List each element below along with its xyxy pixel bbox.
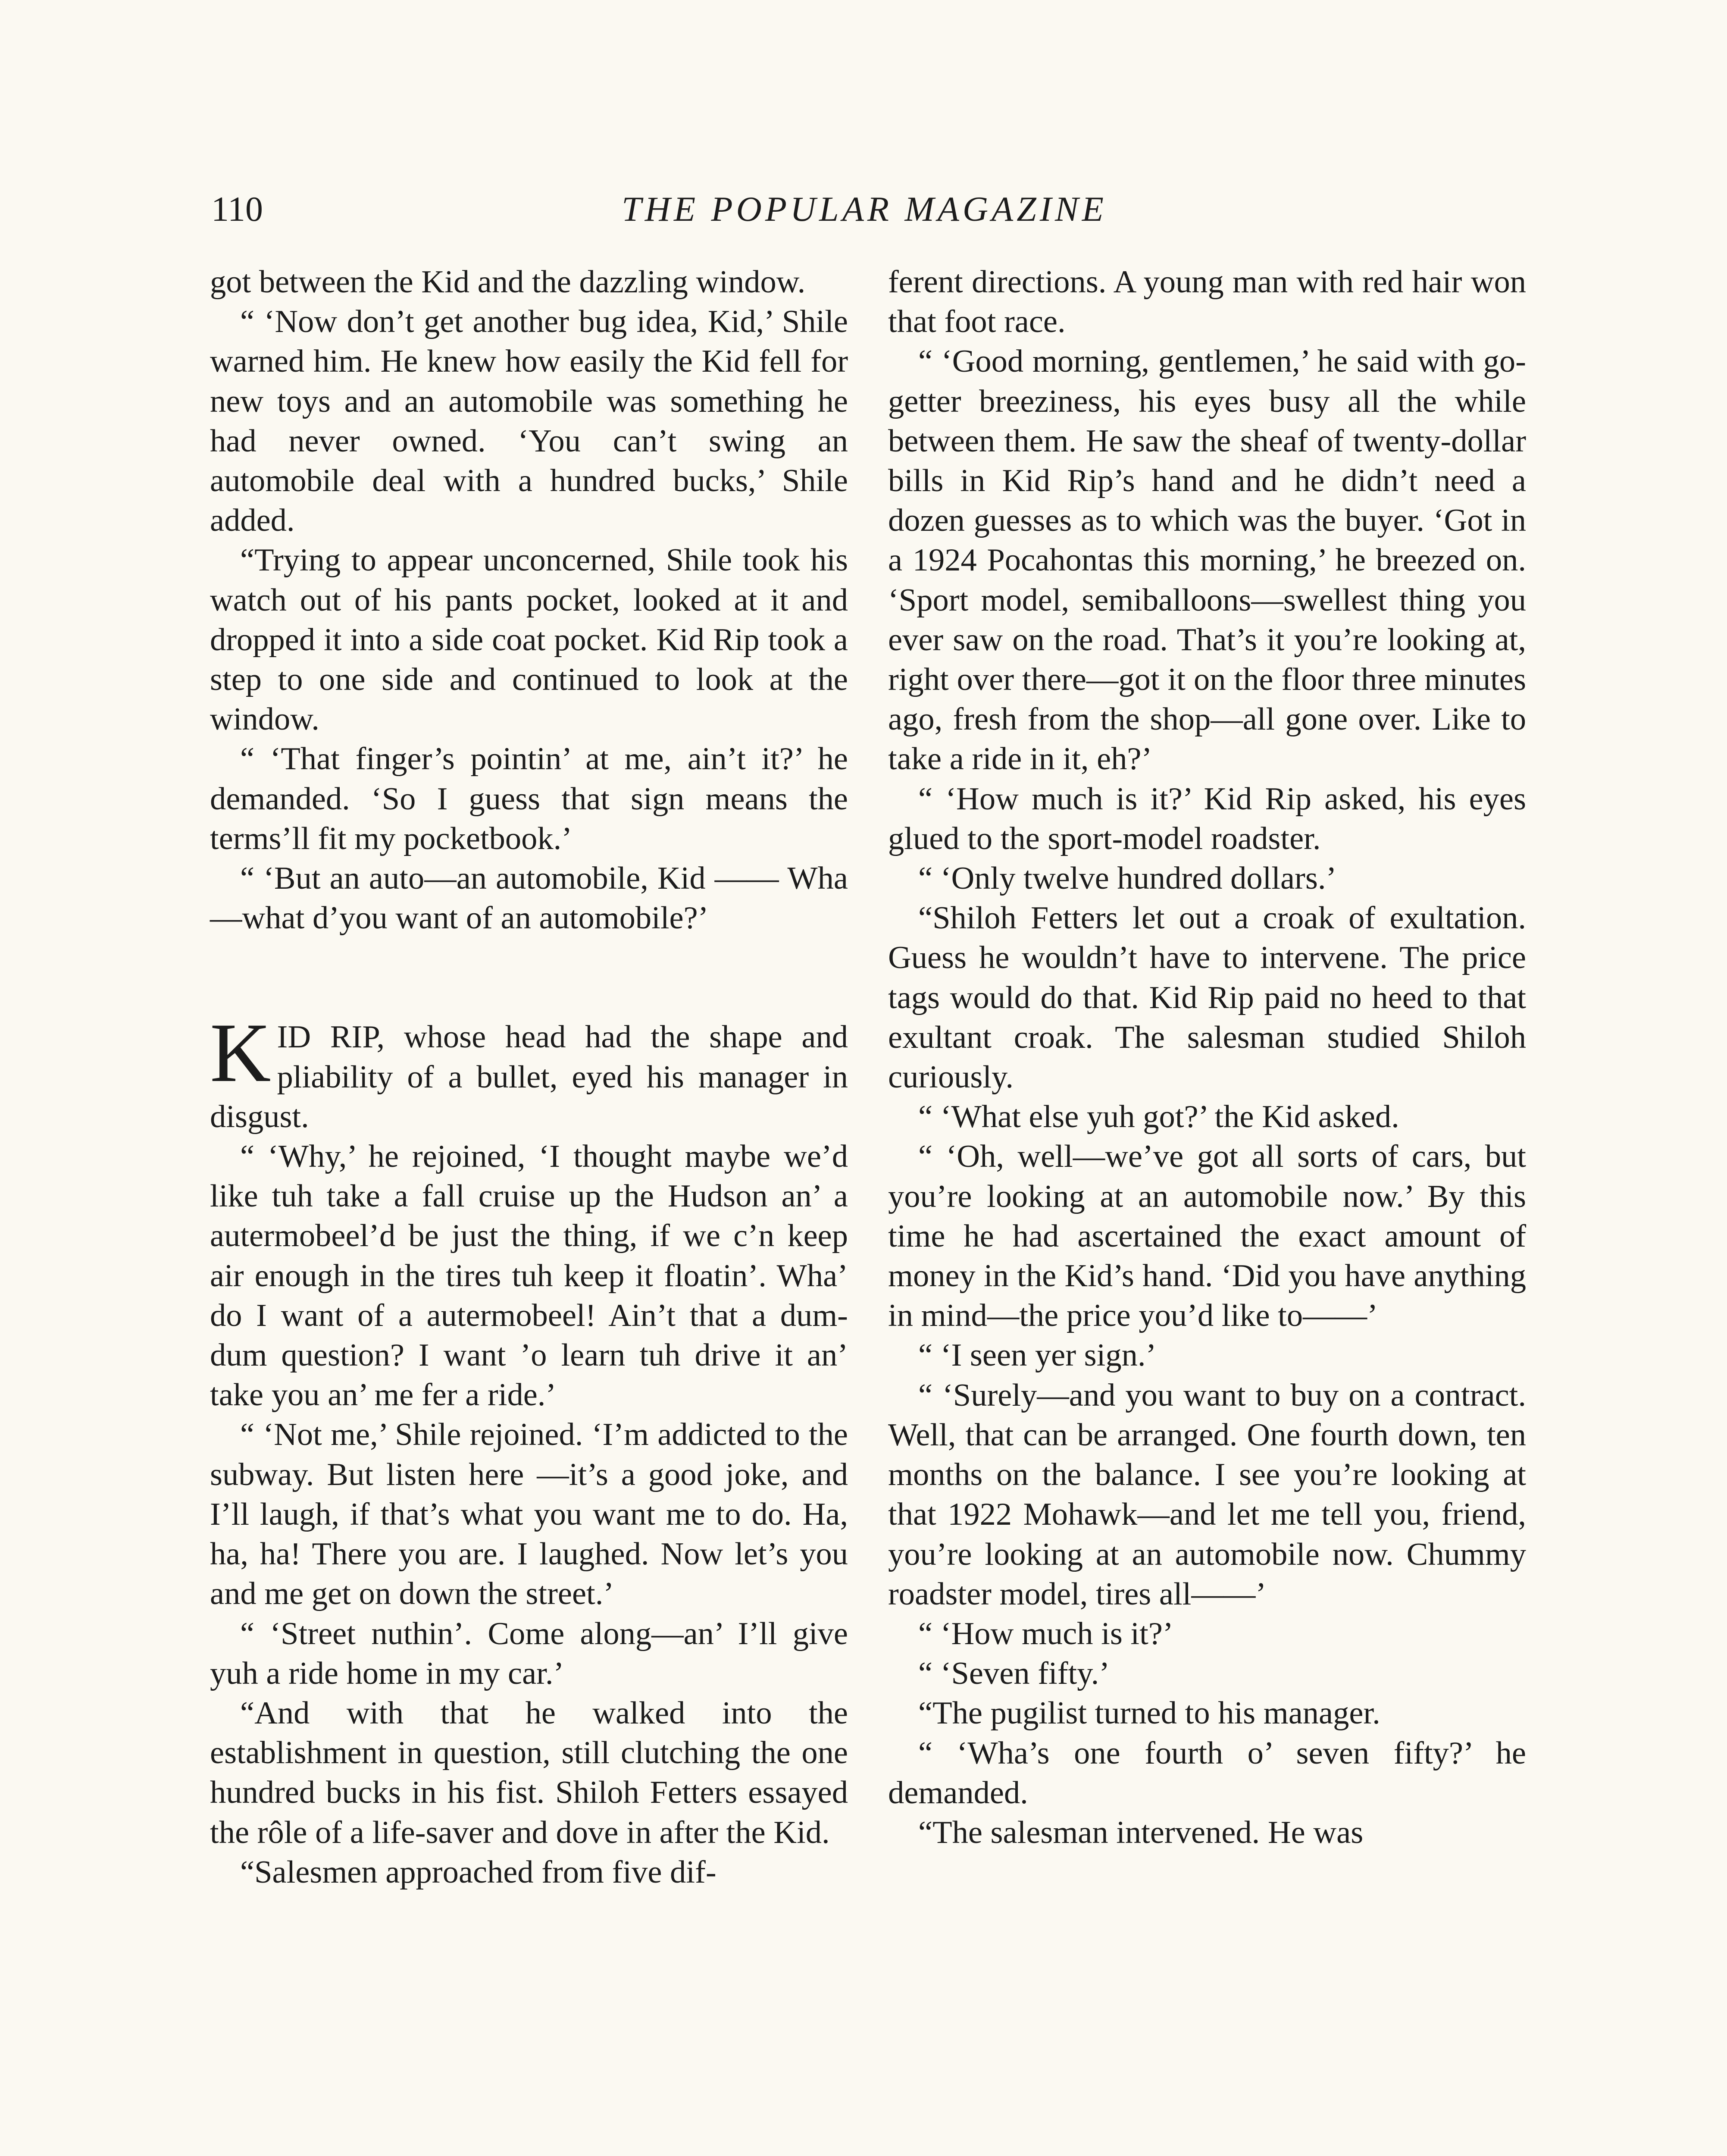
paragraph: “ ‘How much is it?’ — [918, 1616, 1173, 1651]
paragraph: “And with that he walked into the establishment in question, still clutching the one hundred bucks in his fist. Shiloh Fetters essayed the rôle of a life-saver and dove in after the Kid. — [210, 1695, 848, 1850]
paragraph: “The pugilist turned to his manager. — [918, 1695, 1380, 1731]
section-opening-paragraph — [210, 1006, 848, 1137]
right-column — [888, 262, 1526, 1852]
paragraph: “ ‘Oh, well—we’ve got all sorts of cars, but you’re looking at an automobile now.’ By this time he had ascertained the exact amount of money in the Kid’s hand. ‘Did you have anything in mind—the price you’d like to——’ — [888, 1139, 1526, 1334]
paragraph: “Salesmen approached from five dif- — [240, 1854, 716, 1890]
paragraph: “ ‘Not me,’ Shile rejoined. ‘I’m addicted to the subway. But listen here —it’s a good joke, and I’ll laugh, if that’s what you want me to do. Ha, ha, ha! There you are. I laughed. Now let’s you and me get on down the street.’ — [210, 1417, 848, 1612]
paragraph: “ ‘Only twelve hundred dollars.’ — [918, 861, 1337, 896]
paragraph-text: ID RIP, whose head had the shape and pliability of a bullet, eyed his manager in disgust. — [210, 1019, 848, 1134]
paragraph: “ ‘Wha’s one fourth o’ seven fifty?’ he demanded. — [888, 1735, 1526, 1811]
paragraph: “ ‘Seven fifty.’ — [918, 1656, 1110, 1692]
paragraph: “Trying to appear unconcerned, Shile took his watch out of his pants pocket, looked at it and dropped it into a side coat pocket. Kid Rip took a step to one side and continued to look at the window. — [210, 542, 848, 737]
paragraph: “ ‘That finger’s pointin’ at me, ain’t it?’ he demanded. ‘So I guess that sign means the terms’ll fit my pocketbook.’ — [210, 741, 848, 856]
drop-cap: K — [210, 1006, 271, 1100]
paragraph: “Shiloh Fetters let out a croak of exultation. Guess he wouldn’t have to intervene. The price tags would do that. Kid Rip paid no heed to that exultant croak. The salesman studied Shiloh curiously. — [888, 900, 1526, 1095]
paragraph: ferent directions. A young man with red hair won that foot race. — [888, 264, 1526, 340]
paragraph: “ ‘What else yuh got?’ the Kid asked. — [918, 1099, 1399, 1135]
page-number: 110 — [211, 189, 263, 229]
paragraph: “ ‘How much is it?’ Kid Rip asked, his eyes glued to the sport-model roadster. — [888, 781, 1526, 856]
paragraph: got between the Kid and the dazzling window. — [210, 264, 806, 300]
page-header — [211, 185, 1517, 241]
paragraph: “ ‘Now don’t get another bug idea, Kid,’ Shile warned him. He knew how easily the Kid fell for new toys and an automobile was something he had never owned. ‘You can’t swing an automobile deal with a hundred bucks,’ Shile added. — [210, 304, 848, 539]
running-title: THE POPULAR MAGAZINE — [622, 189, 1107, 229]
paragraph: “ ‘Good morning, gentlemen,’ he said with go-getter breeziness, his eyes busy all the while between them. He saw the sheaf of twenty-dollar bills in Kid Rip’s hand and he didn’t need a dozen guesses as to which was the buyer. ‘Got in a 1924 Pocahontas this morning,’ he breezed on. ‘Sport model, semiballoons—swellest thing you ever saw on the road. That’s it you’re looking at, right over there—got it on the floor three minutes ago, fresh from the shop—all gone over. Like to take a ride in it, eh?’ — [888, 344, 1526, 777]
paragraph: “ ‘But an auto—an automobile, Kid —— Wha—what d’you want of an automobile?’ — [210, 861, 848, 936]
paragraph: “ ‘Street nuthin’. Come along—an’ I’ll give yuh a ride home in my car.’ — [210, 1616, 848, 1691]
paragraph: “ ‘Why,’ he rejoined, ‘I thought maybe we’d like tuh take a fall cruise up the Hudson an’ a autermobeel’d be just the thing, if we c’n keep air enough in the tires tuh keep it floatin’. Wha’ do I want of a autermobeel! Ain’t that a dum-dum question? I want ’o learn tuh drive it an’ take you an’ me fer a ride.’ — [210, 1139, 848, 1413]
paragraph: “ ‘Surely—and you want to buy on a contract. Well, that can be arranged. One fourth down, ten months on the balance. I see you’re looking at that 1922 Mohawk—and let me tell you, friend, you’re looking at an automobile now. Chummy roadster model, tires all——’ — [888, 1377, 1526, 1612]
paragraph: “The salesman intervened. He was — [918, 1814, 1364, 1850]
paragraph: “ ‘I seen yer sign.’ — [918, 1338, 1157, 1373]
left-column — [210, 262, 848, 1892]
